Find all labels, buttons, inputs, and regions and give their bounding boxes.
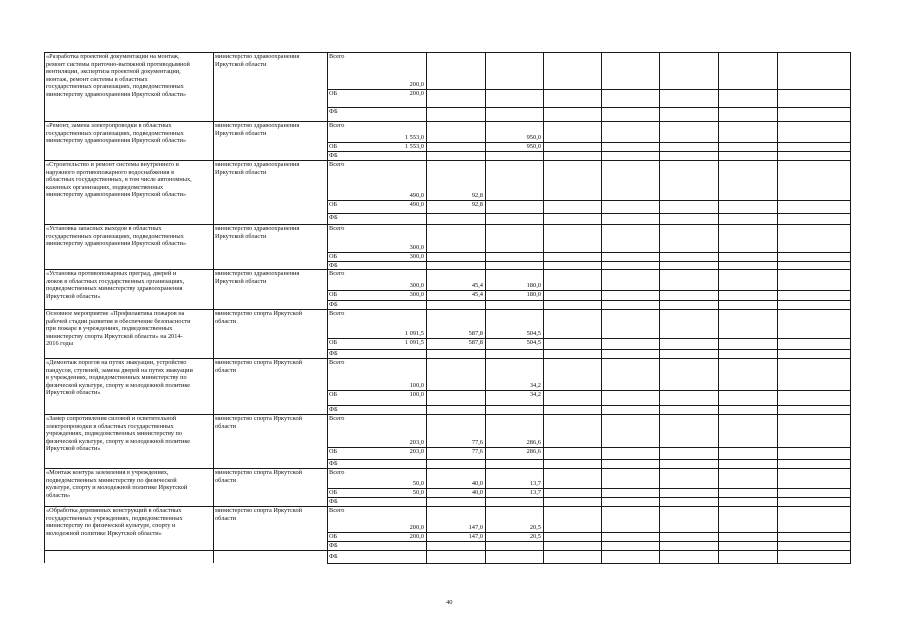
label-fb: ФБ [329,214,338,221]
value-total: 180,0 [526,282,541,289]
activity-name-line: министерству по физической культуре, спорту и [46,522,176,530]
table-column-border [327,52,328,563]
value-ob: 1 091,5 [404,339,424,346]
label-fb: ФБ [329,498,338,505]
label-ob: ОБ [329,339,338,346]
value-ob: 77,6 [471,448,483,455]
table-subrow-border [327,151,851,152]
activity-name-line: Основное мероприятие «Профилактика пожаров на [46,310,185,317]
activity-name-line: монтаж, ремонт системы в областных [46,75,148,83]
label-total: Всего [329,53,345,60]
value-total: 100,0 [409,382,424,389]
activity-name-line: министерству здравоохранения Иркутской области» [46,137,187,145]
activity-name-line: министерству здравоохранения Иркутской области» [46,191,187,199]
activity-name-line: ремонт системы приточно-вытяжной противодымной [46,60,190,68]
executor-line: области [215,317,237,325]
label-fb: ФБ [329,460,338,467]
activity-name-line: «Разработка проектной документации на монтаж, [46,53,180,60]
label-total: Всего [329,270,345,277]
table-column-border [601,52,602,563]
executor-line: Иркутской области [215,277,267,285]
label-ob: ОБ [329,391,338,398]
label-total: Всего [329,359,345,366]
value-total: 300,0 [409,244,424,251]
value-ob: 200,0 [409,533,424,540]
value-ob: 100,0 [409,391,424,398]
executor-line: Иркутской области [215,60,267,68]
label-total: Всего [329,469,345,476]
label-fb: ФБ [329,301,338,308]
value-total: 286,6 [526,439,541,446]
executor-line: министерство здравоохранения [215,270,300,277]
table-subrow-border [327,300,851,301]
value-ob: 13,7 [529,489,541,496]
activity-name-line: в учреждениях, подведомственных министерству по [46,374,187,382]
executor-line: министерство здравоохранения [215,161,300,168]
activity-name-line: рабочей стадии развития и обеспечение безопасности [46,317,191,325]
activity-name-line: «Обработка деревянных конструкций в областных [46,507,182,514]
value-ob: 504,5 [526,339,541,346]
value-total: 300,0 [409,282,424,289]
value-ob: 950,0 [526,143,541,150]
value-ob: 286,6 [526,448,541,455]
value-total: 45,4 [471,282,483,289]
executor-line: области [215,366,237,374]
value-total: 200,0 [409,524,424,531]
table-row-border [44,224,851,225]
label-fb: ФБ [329,108,338,115]
label-ob: ОБ [329,253,338,260]
executor-line: Иркутской области [215,168,267,176]
label-ob: ОБ [329,291,338,298]
table-subrow-border [327,261,851,262]
activity-name-line: Иркутской области» [46,292,101,300]
value-total: 587,8 [468,330,483,337]
activity-name-line: Иркутской области» [46,389,101,397]
value-total: 504,5 [526,330,541,337]
label-ob: ОБ [329,201,338,208]
value-ob: 147,0 [468,533,483,540]
executor-line: министерство здравоохранения [215,122,300,129]
activity-name-line: «Монтаж контура заземления в учреждениях, [46,469,169,476]
table-row-border [44,550,851,551]
table-subrow-border [327,213,851,214]
activity-name-line: государственных учреждениях, подведомственных [46,514,183,522]
value-ob: 92,8 [471,201,483,208]
label-fb: ФБ [329,542,338,549]
activity-name-line: подведомственных министерству здравоохранения [46,285,183,293]
executor-line: Иркутской области [215,129,267,137]
executor-line: министерство спорта Иркутской [215,415,303,422]
table-column-border [44,52,45,563]
activity-name-line: министерству здравоохранения Иркутской области» [46,240,187,248]
value-ob: 1 553,0 [404,143,424,150]
label-ob: ОБ [329,90,338,97]
activity-name-line: подведомственных министерству по физической [46,476,177,484]
value-total: 147,0 [468,524,483,531]
activity-name-line: Иркутской области» [46,445,101,453]
activity-name-line: люков в областных государственных организациях, [46,277,185,285]
activity-name-line: «Замер сопротивления силовой и осветительной [46,415,177,422]
value-ob: 490,0 [409,201,424,208]
activity-name-line: «Строительство и ремонт системы внутреннего и [46,161,179,168]
value-total: 200,0 [409,81,424,88]
activity-name-line: области» [46,491,71,499]
table-column-border [777,52,778,563]
value-total: 950,0 [526,134,541,141]
value-ob: 300,0 [409,291,424,298]
activity-name-line: физической культуре, спорту и молодежной политике [46,437,191,445]
label-ob: ОБ [329,489,338,496]
executor-line: области [215,514,237,522]
label-fb: ФБ [329,152,338,159]
value-total: 92,8 [471,192,483,199]
value-total: 34,2 [529,382,541,389]
label-total: Всего [329,310,345,317]
activity-name-line: «Установка противопожарных преград, дверей и [46,270,177,277]
label-fb: ФБ [329,262,338,269]
value-ob: 203,0 [409,448,424,455]
value-ob: 300,0 [409,253,424,260]
label-ob: ОБ [329,533,338,540]
value-ob: 587,8 [468,339,483,346]
value-ob: 40,0 [471,489,483,496]
value-ob: 200,0 [409,90,424,97]
activity-name-line: министерству спорта Иркутской области» на 2014- [46,332,183,340]
page-number: 40 [446,599,453,606]
value-total: 1 553,0 [404,134,424,141]
label-total: Всего [329,415,345,422]
value-total: 490,0 [409,192,424,199]
value-ob: 34,2 [529,391,541,398]
table-subrow-border [327,349,851,350]
value-total: 13,7 [529,480,541,487]
table-column-border [543,52,544,563]
label-ob: ОБ [329,143,338,150]
executor-line: Иркутской области [215,232,267,240]
activity-name-line: государственных организациях, подведомственных [46,129,184,137]
executor-line: министерство спорта Иркутской [215,359,303,366]
table-subrow-border [327,107,851,108]
activity-name-line: «Ремонт, замена электропроводки в областных [46,122,172,129]
value-total: 50,0 [412,480,424,487]
activity-name-line: вентиляции, экспертиза проектной документации, [46,68,181,76]
activity-name-line: государственных организациях, подведомственных [46,232,184,240]
executor-line: министерство спорта Иркутской [215,310,303,317]
activity-name-line: 2016 годы [46,340,73,348]
label-fb: ФБ [329,406,338,413]
label-total: Всего [329,507,345,514]
value-total: 1 091,5 [404,330,424,337]
activity-name-line: пандусов, ступеней, замена дверей на путях эвакуации [46,366,193,374]
executor-line: министерство спорта Иркутской [215,507,303,514]
table-column-border [718,52,719,563]
label-fb: ФБ [329,350,338,357]
label-fb: ФБ [329,553,338,560]
activity-name-line: электропроводки в областных государственных [46,422,174,430]
table-subrow-border [327,541,851,542]
table-bottom-border [327,563,851,564]
table-column-border [850,52,851,563]
executor-line: министерство здравоохранения [215,53,300,60]
activity-name-line: молодежной политике Иркутской области» [46,529,162,537]
activity-name-line: учреждениях, подведомственных министерству по [46,430,183,438]
table-column-border [659,52,660,563]
activity-name-line: министерству здравоохранения Иркутской области» [46,91,187,98]
activity-name-line: «Установка запасных выходов в областных [46,225,162,232]
activity-name-line: государственных организациях, подведомственных [46,83,184,91]
value-total: 77,6 [471,439,483,446]
label-ob: ОБ [329,448,338,455]
activity-name-line: казенных организациях, подведомственных [46,183,164,191]
table-subrow-border [327,497,851,498]
value-total: 40,0 [471,480,483,487]
label-total: Всего [329,161,345,168]
value-ob: 45,4 [471,291,483,298]
value-total: 20,5 [529,524,541,531]
activity-name-line: «Демонтаж порогов на путях эвакуации, устройство [46,359,187,366]
executor-line: области [215,476,237,484]
table-column-border [213,52,214,563]
executor-line: министерство спорта Иркутской [215,469,303,476]
value-ob: 50,0 [412,489,424,496]
executor-line: министерство здравоохранения [215,225,300,232]
activity-name-line: при пожаре в учреждениях, подведомственных [46,325,173,333]
table-subrow-border [327,405,851,406]
value-ob: 180,0 [526,291,541,298]
table-subrow-border [327,459,851,460]
value-ob: 20,5 [529,533,541,540]
activity-name-line: культуре, спорту и молодежной политике Иркутской [46,484,188,492]
activity-name-line: областных государственных, в том числе автономных, [46,176,192,184]
activity-name-line: физической культуре, спорту и молодежной политике [46,381,191,389]
label-total: Всего [329,122,345,129]
value-total: 203,0 [409,439,424,446]
activity-name-line: наружного противопожарного водоснабжения в [46,168,175,176]
label-total: Всего [329,225,345,232]
executor-line: области [215,422,237,430]
